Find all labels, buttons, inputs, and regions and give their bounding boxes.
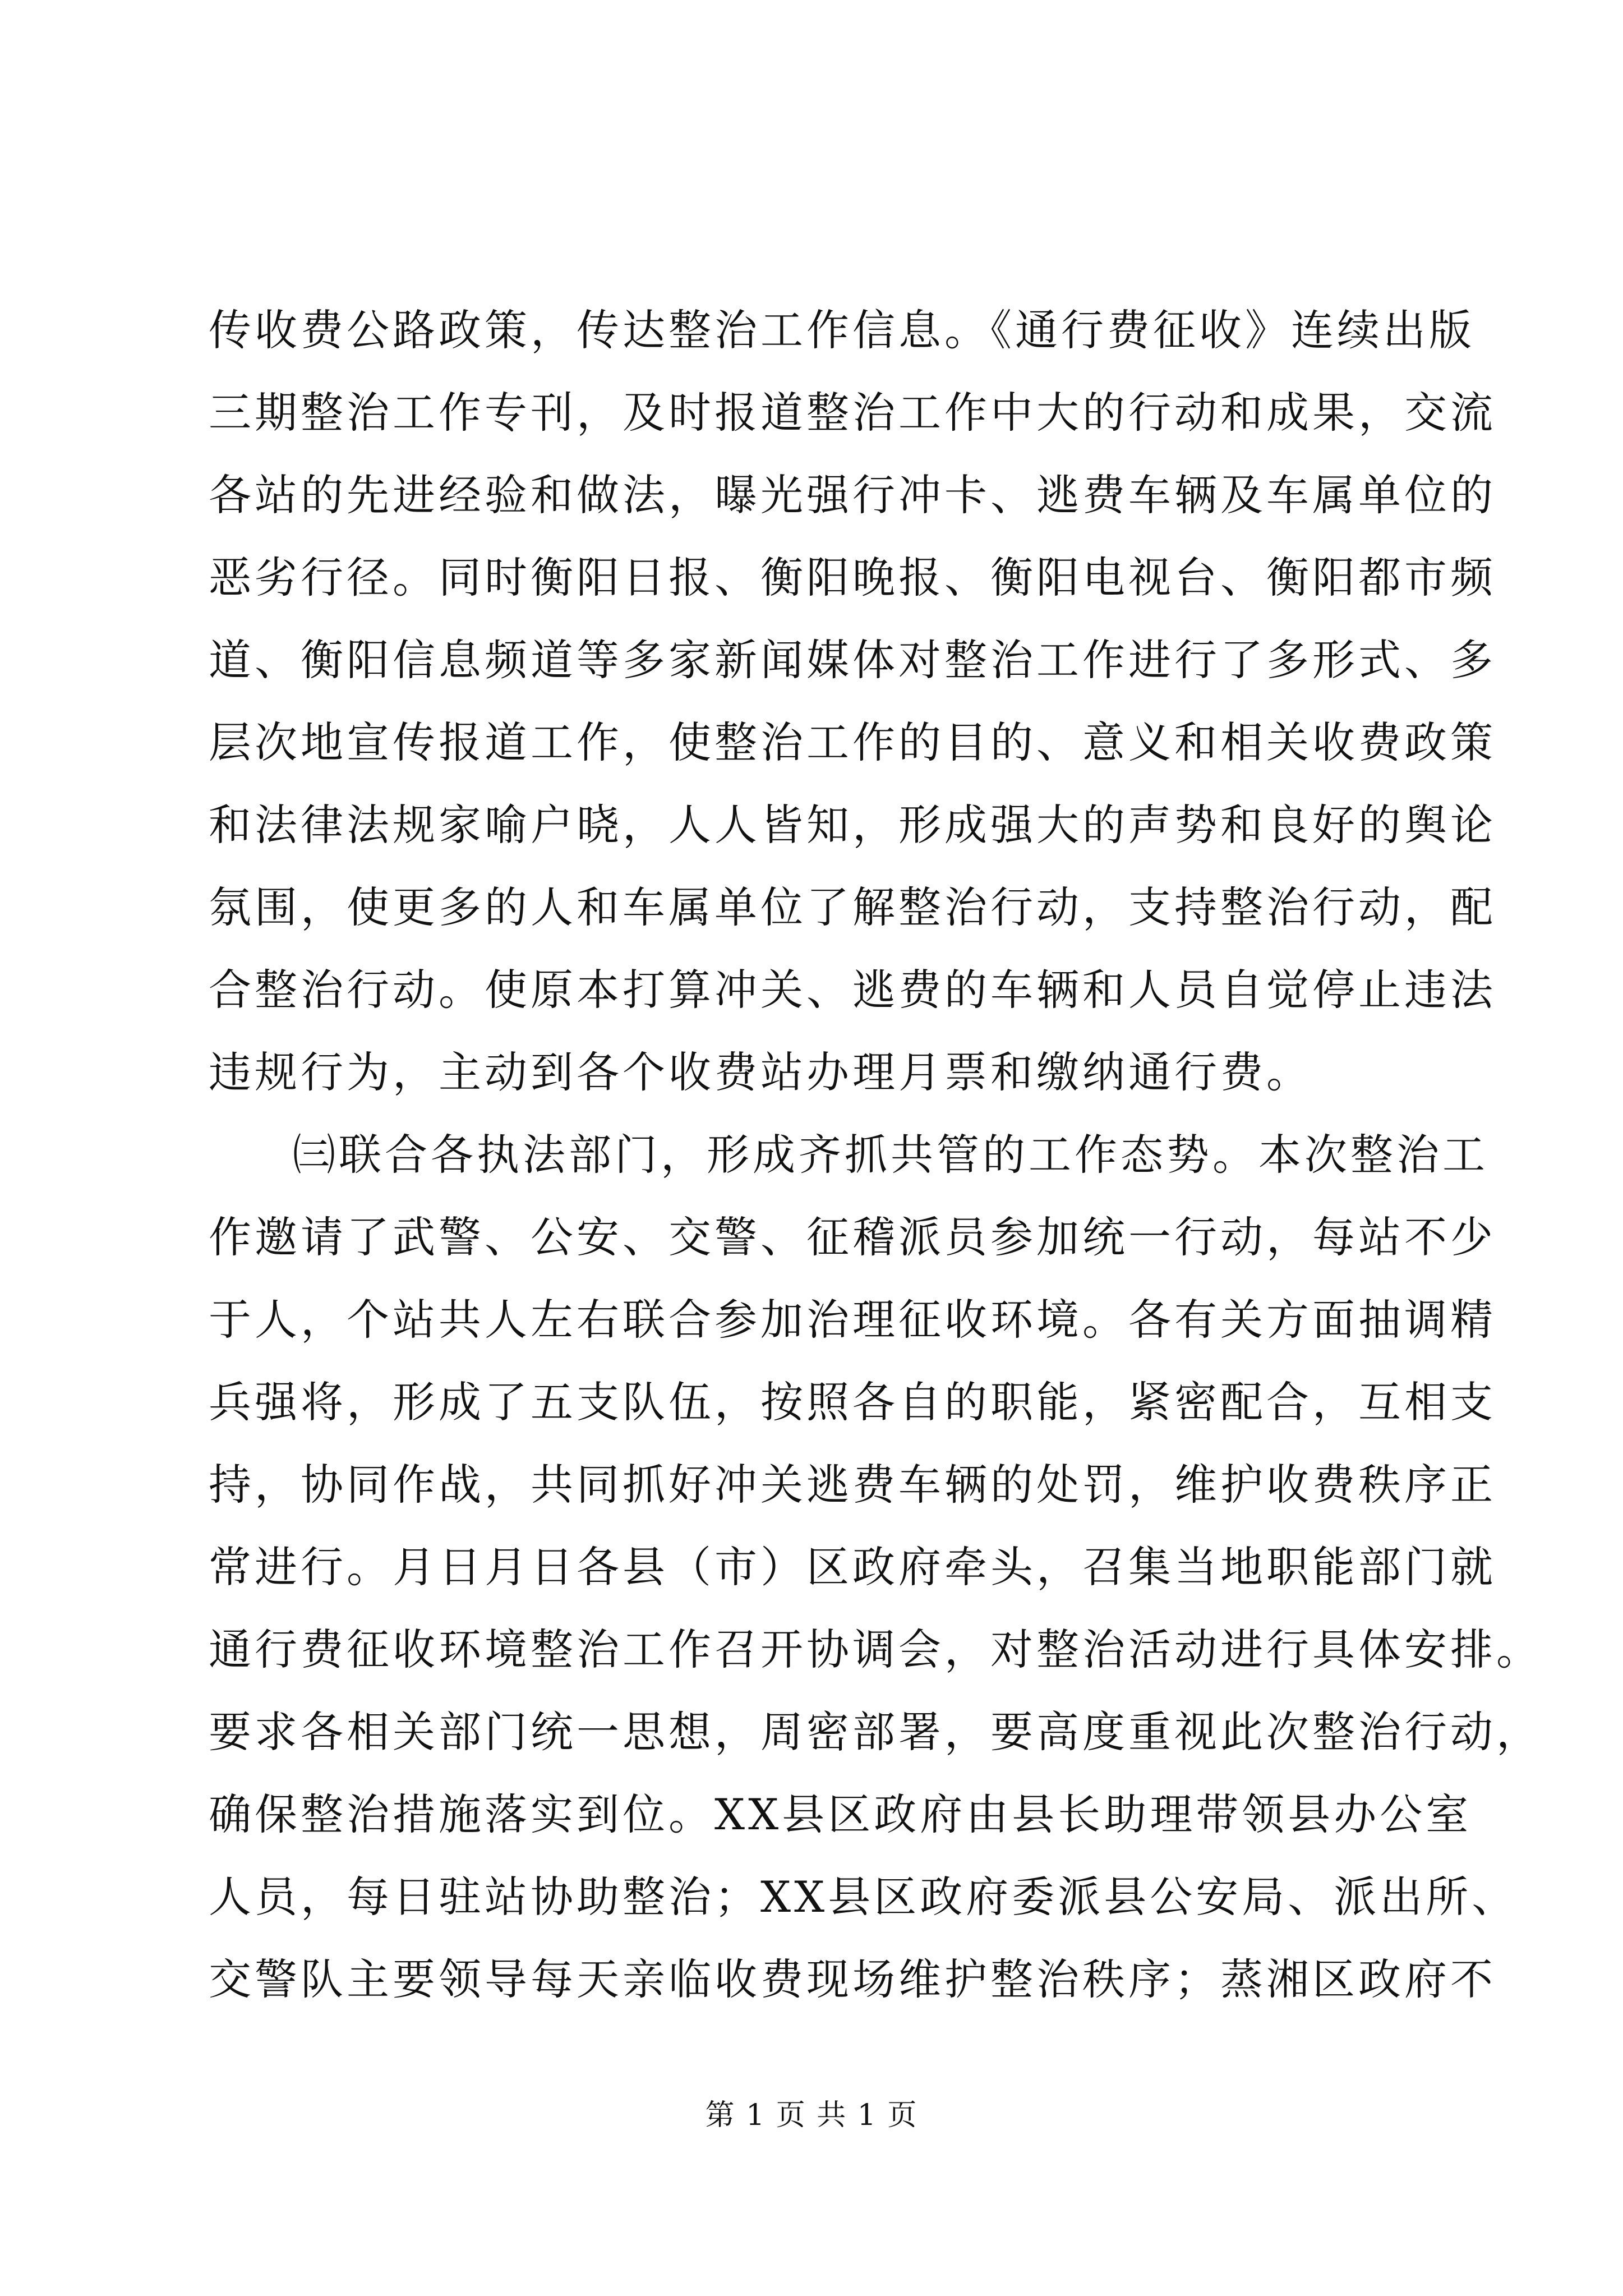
text-line: 人员，每日驻站协助整治；XX县区政府委派县公安局、派出所、 (209, 1872, 1518, 1922)
text-line: 确保整治措施落实到位。XX县区政府由县长助理带领县办公室 (209, 1789, 1472, 1839)
text-line: 通行费征收环境整治工作召开协调会，对整治活动进行具体安排。 (209, 1625, 1542, 1674)
text-line: 常进行。月日月日各县（市）区政府牵头，召集当地职能部门就 (209, 1542, 1496, 1592)
text-line: 和法律法规家喻户晓，人人皆知，形成强大的声势和良好的舆论 (209, 800, 1496, 850)
page-footer: 第 1 页 共 1 页 (705, 2099, 918, 2132)
text-line: 持，协同作战，共同抓好冲关逃费车辆的处罚，维护收费秩序正 (209, 1460, 1496, 1510)
text-line: 交警队主要领导每天亲临收费现场维护整治秩序；蒸湘区政府不 (209, 1954, 1496, 2004)
document-body (209, 289, 1542, 2021)
text-line: 兵强将，形成了五支队伍，按照各自的职能，紧密配合，互相支 (209, 1377, 1496, 1427)
text-line: 合整治行动。使原本打算冲关、逃费的车辆和人员自觉停止违法 (209, 965, 1496, 1015)
text-line: 各站的先进经验和做法，曝光强行冲卡、逃费车辆及车属单位的 (209, 470, 1496, 520)
text-line: 恶劣行径。同时衡阳日报、衡阳晚报、衡阳电视台、衡阳都市频 (209, 553, 1496, 602)
text-line: 氛围，使更多的人和车属单位了解整治行动，支持整治行动，配 (209, 882, 1496, 932)
text-line: ㈢联合各执法部门，形成齐抓共管的工作态势。本次整治工 (293, 1130, 1488, 1180)
text-line: 作邀请了武警、公安、交警、征稽派员参加统一行动，每站不少 (209, 1212, 1496, 1262)
text-line: 层次地宣传报道工作，使整治工作的目的、意义和相关收费政策 (209, 717, 1496, 767)
text-line: 三期整治工作专刊，及时报道整治工作中大的行动和成果，交流 (209, 388, 1496, 438)
text-line: 传收费公路政策，传达整治工作信息。《通行费征收》连续出版 (209, 305, 1475, 355)
text-line: 道、衡阳信息频道等多家新闻媒体对整治工作进行了多形式、多 (209, 635, 1496, 685)
text-line: 违规行为，主动到各个收费站办理月票和缴纳通行费。 (209, 1047, 1312, 1097)
text-line: 于人，个站共人左右联合参加治理征收环境。各有关方面抽调精 (209, 1295, 1496, 1345)
text-line: 要求各相关部门统一思想，周密部署，要高度重视此次整治行动， (209, 1707, 1542, 1757)
